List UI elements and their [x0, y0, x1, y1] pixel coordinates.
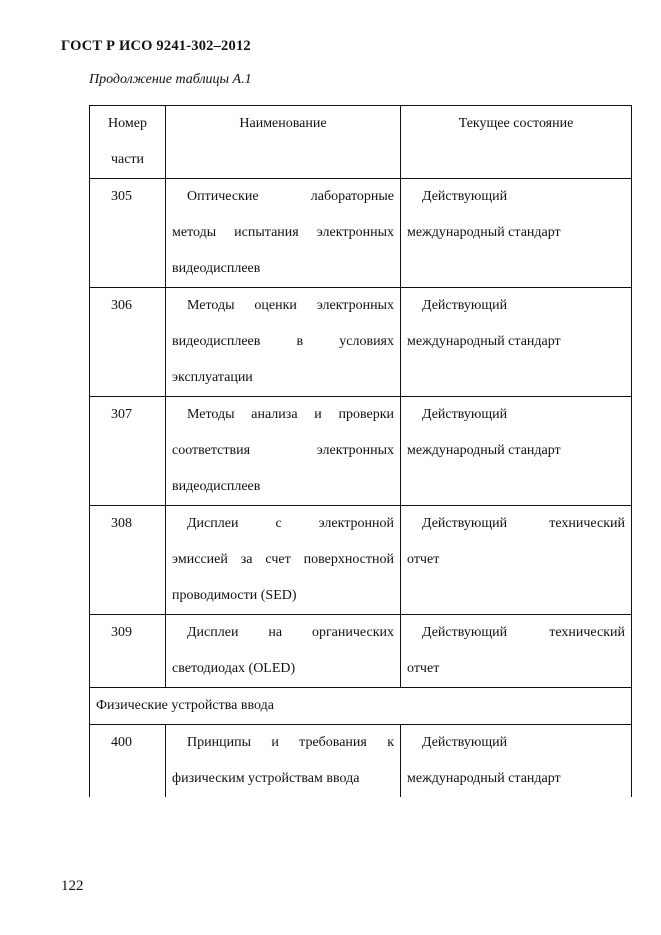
part-status-line: международный стандарт: [407, 225, 561, 240]
part-number: 306: [90, 288, 166, 397]
part-status-line: Действующий: [422, 189, 508, 204]
part-name-line: Методы анализа и проверки: [187, 407, 394, 422]
part-number: 307: [90, 397, 166, 506]
header-name: Наименование: [166, 106, 401, 179]
page-number: 122: [61, 878, 84, 894]
header-status: Текущее состояние: [401, 106, 632, 179]
part-name: [166, 615, 401, 688]
section-row: [90, 688, 632, 725]
part-status-line: Действующий: [422, 298, 508, 313]
part-status-line: Действующий: [422, 735, 508, 750]
part-name-line: видеодисплеев: [172, 261, 261, 276]
part-name-line: методы испытания электронных: [172, 225, 394, 240]
part-status-line: Действующий технический: [422, 625, 625, 640]
part-name-line: эксплуатации: [172, 370, 253, 385]
table-row: [90, 179, 632, 288]
part-number: 305: [90, 179, 166, 288]
table-body: [90, 179, 632, 798]
header-number-line1: Номер: [108, 116, 147, 131]
part-name-line: Дисплеи с электронной: [187, 516, 394, 531]
table-header-row: [90, 106, 632, 179]
part-number: 400: [90, 725, 166, 798]
part-name-line: видеодисплеев: [172, 479, 261, 494]
part-name-line: соответствия электронных: [172, 443, 394, 458]
part-status-line: международный стандарт: [407, 334, 561, 349]
part-status-line: Действующий: [422, 407, 508, 422]
part-name-line: эмиссией за счет поверхностной: [172, 552, 394, 567]
part-name-line: физическим устройствам ввода: [172, 771, 360, 786]
table-row: [90, 397, 632, 506]
part-status-line: международный стандарт: [407, 443, 561, 458]
part-status: [401, 397, 632, 506]
part-status: [401, 615, 632, 688]
part-name: [166, 725, 401, 798]
part-name-line: Дисплеи на органических: [187, 625, 394, 640]
table-row: [90, 506, 632, 615]
part-name: [166, 397, 401, 506]
table-row: [90, 288, 632, 397]
part-name: [166, 288, 401, 397]
header-number-line2: части: [110, 152, 145, 167]
part-name-line: Методы оценки электронных: [187, 298, 394, 313]
header-number: [90, 106, 166, 179]
part-name: [166, 179, 401, 288]
part-number: 309: [90, 615, 166, 688]
part-name-line: светодиодах (OLED): [172, 661, 296, 676]
part-name-line: Оптические лабораторные: [187, 189, 394, 204]
part-name-line: Принципы и требования к: [187, 735, 394, 750]
part-status: [401, 506, 632, 615]
part-status-line: отчет: [407, 661, 440, 676]
table-row: [90, 615, 632, 688]
part-number: 308: [90, 506, 166, 615]
part-name: [166, 506, 401, 615]
part-status-line: международный стандарт: [407, 771, 561, 786]
parts-table: [89, 105, 632, 797]
part-name-line: видеодисплеев в условиях: [172, 334, 394, 349]
section-title: Физические устройства ввода: [90, 688, 632, 725]
part-status: [401, 179, 632, 288]
part-status: [401, 288, 632, 397]
part-status: [401, 725, 632, 798]
part-status-line: Действующий технический: [422, 516, 625, 531]
part-name-line: проводимости (SED): [172, 588, 297, 603]
table-row: [90, 725, 632, 798]
document-header: ГОСТ Р ИСО 9241-302–2012: [61, 38, 251, 54]
part-status-line: отчет: [407, 552, 440, 567]
table-caption: Продолжение таблицы А.1: [89, 72, 252, 87]
